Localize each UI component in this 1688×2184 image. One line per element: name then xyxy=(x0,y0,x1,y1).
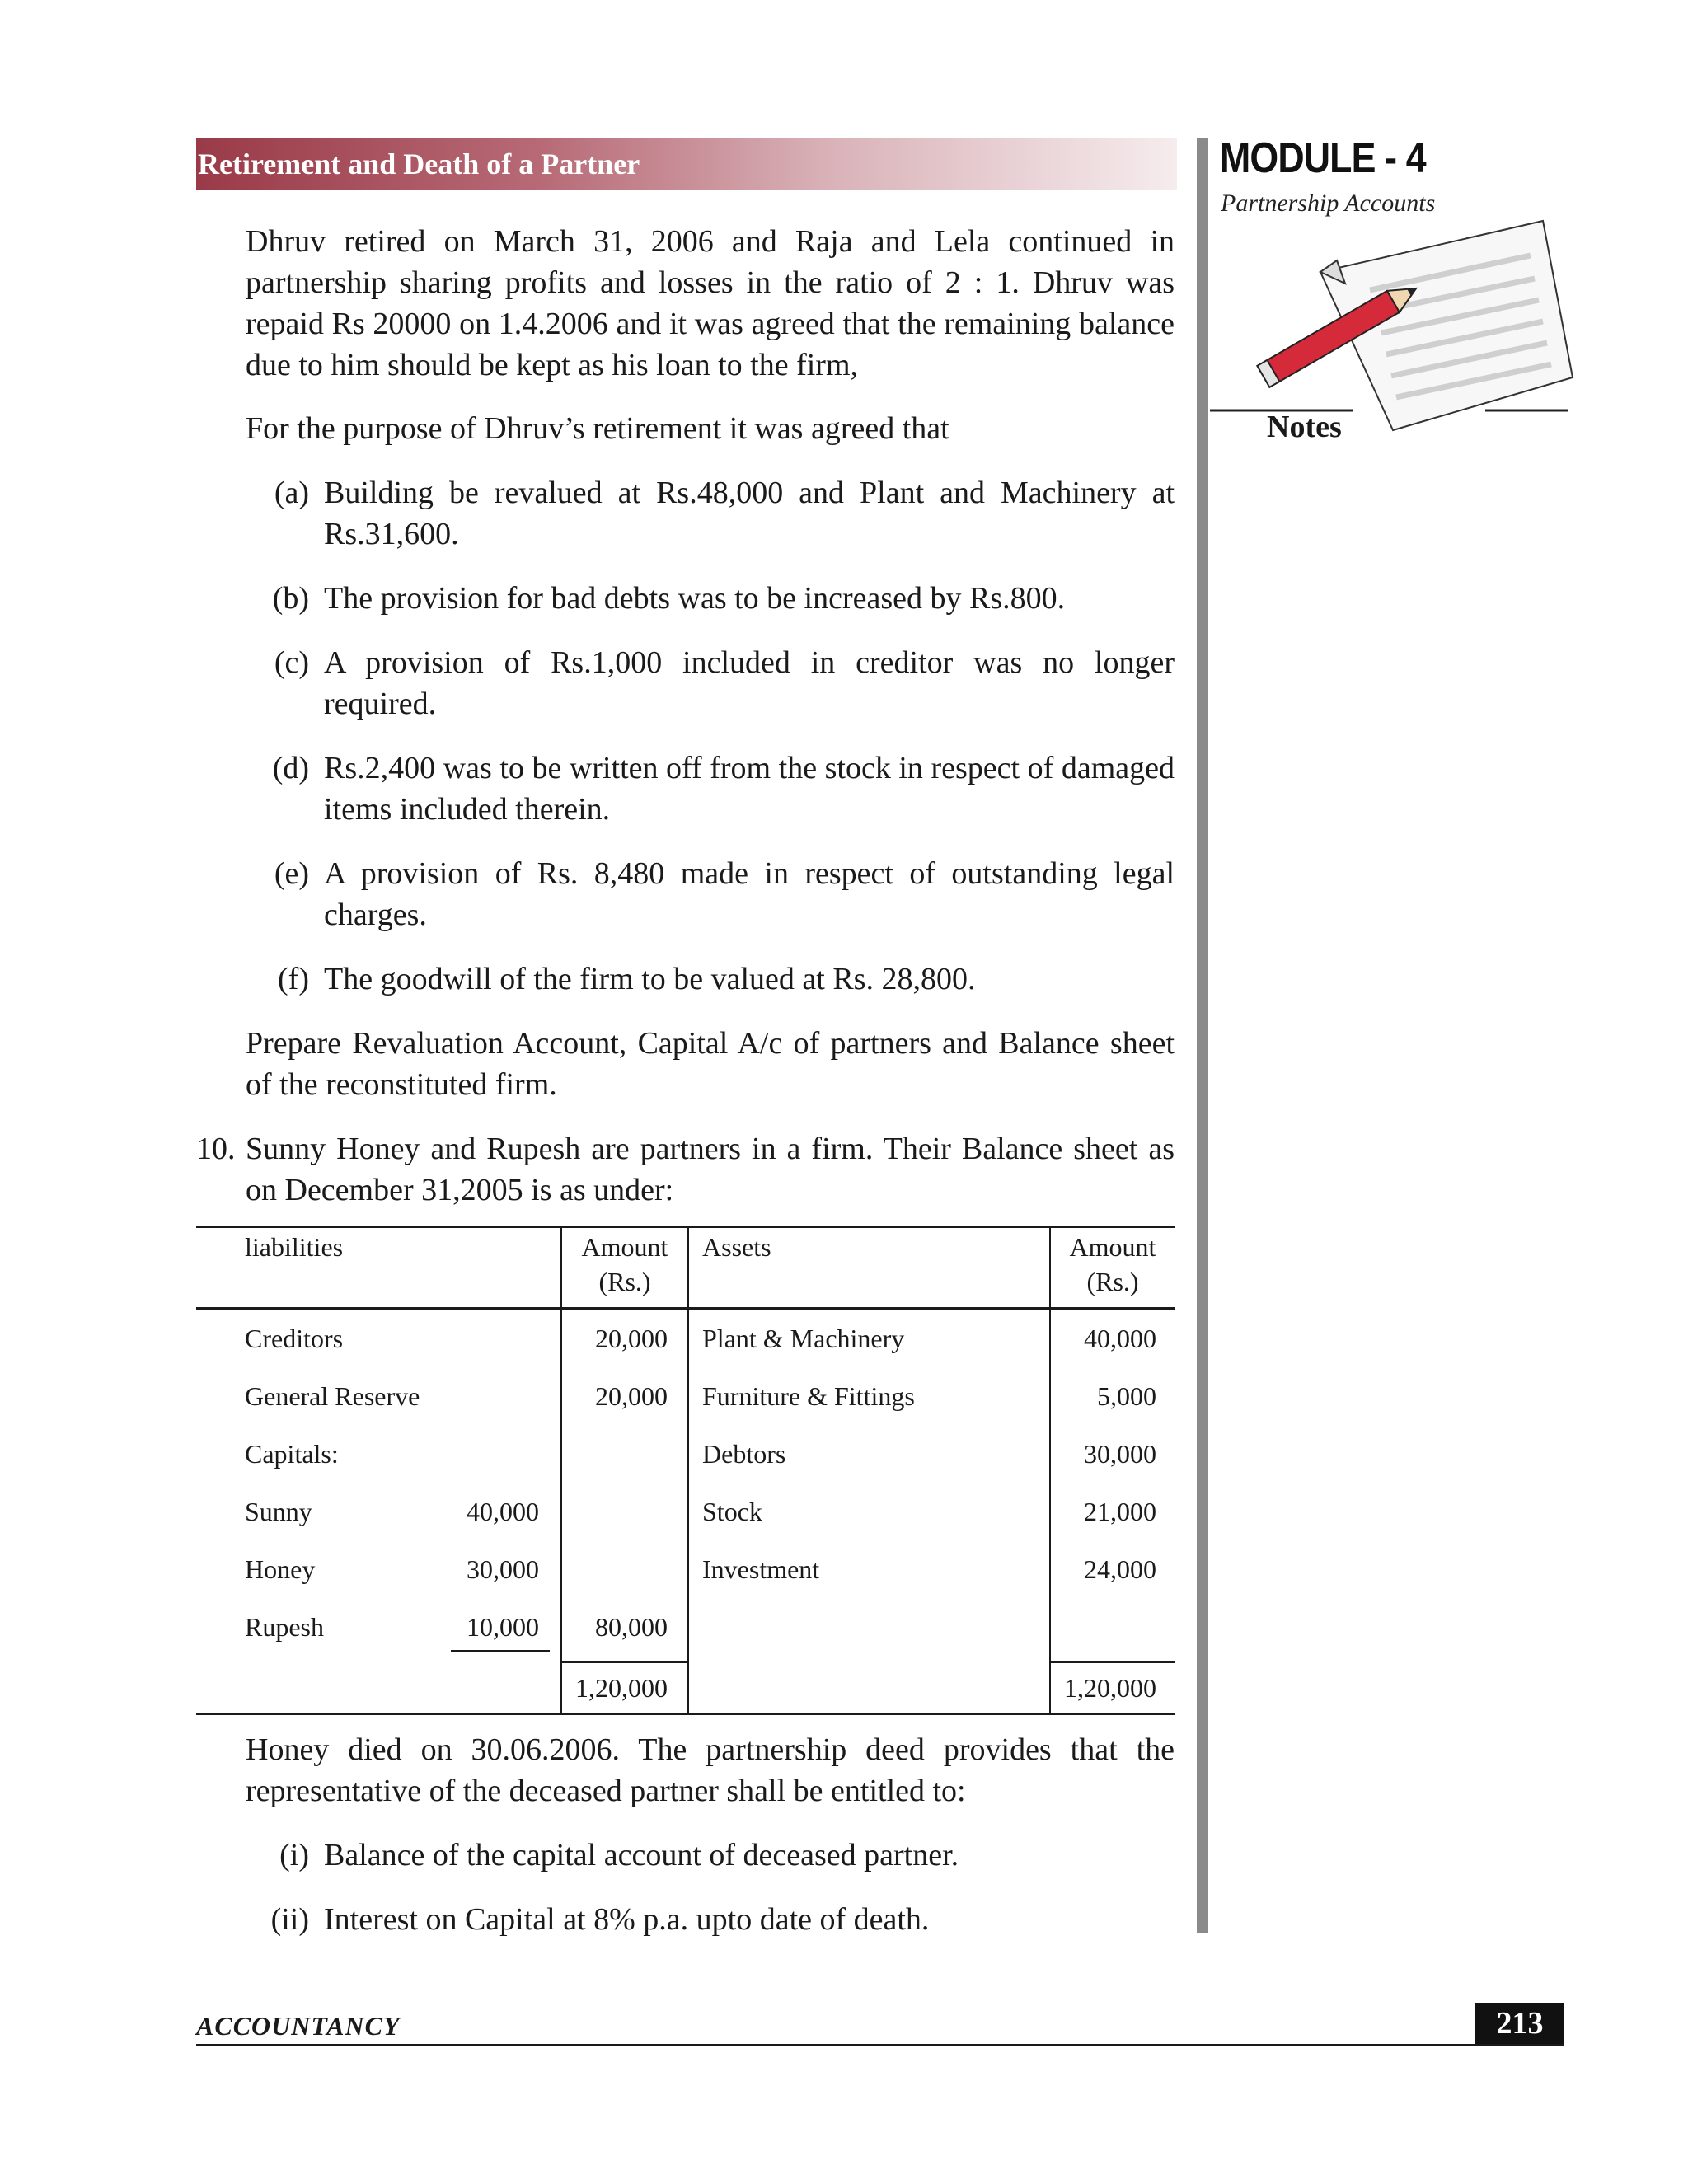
asset-amount: 21,000 xyxy=(1084,1497,1156,1526)
total-assets: 1,20,000 xyxy=(1064,1673,1156,1703)
item-text: Rs.2,400 was to be written off from the stock in respect of damaged items included therein. xyxy=(324,751,1175,827)
asset-amount: 40,000 xyxy=(1084,1324,1156,1353)
item-marker: (a) xyxy=(274,476,309,510)
table-bottom-rule xyxy=(196,1713,1175,1715)
page-number: 213 xyxy=(1475,2003,1564,2044)
asset-name: Debtors xyxy=(702,1439,786,1469)
table-top-rule xyxy=(196,1226,1175,1228)
header-amount: Amount xyxy=(1069,1232,1156,1262)
asset-amount: 30,000 xyxy=(1084,1439,1156,1469)
liability-name: Creditors xyxy=(245,1324,344,1353)
header-assets: Assets xyxy=(702,1232,771,1262)
purpose-line: For the purpose of Dhruv’s retirement it was agreed that xyxy=(246,411,950,446)
table-col-divider xyxy=(687,1226,689,1714)
module-title: MODULE - 4 xyxy=(1220,134,1426,182)
liability-amount: 20,000 xyxy=(595,1324,668,1353)
liability-name: Honey xyxy=(245,1554,316,1584)
notes-label: Notes xyxy=(1267,410,1342,444)
item-marker: (i) xyxy=(279,1838,309,1872)
item-text: A provision of Rs. 8,480 made in respect of outstanding legal charges. xyxy=(324,856,1175,932)
item-text: Interest on Capital at 8% p.a. upto date of death. xyxy=(324,1902,930,1937)
notes-pencil-icon xyxy=(1205,214,1576,445)
liability-name: Sunny xyxy=(245,1497,312,1526)
item-marker: (b) xyxy=(272,581,309,616)
item-marker: (e) xyxy=(274,856,309,891)
capital-amount: 10,000 xyxy=(467,1612,539,1642)
capital-subtotal-rule xyxy=(451,1650,550,1652)
total-liabilities: 1,20,000 xyxy=(575,1673,668,1703)
asset-amount: 24,000 xyxy=(1084,1554,1156,1584)
item-marker: (ii) xyxy=(270,1902,309,1937)
item-text: The goodwill of the firm to be valued at Rs. 28,800. xyxy=(324,962,976,996)
capital-amount: 30,000 xyxy=(467,1554,539,1584)
item-text: A provision of Rs.1,000 included in creditor was no longer required. xyxy=(324,645,1175,721)
prepare-paragraph: Prepare Revaluation Account, Capital A/c of partners and Balance sheet of the reconstituted firm. xyxy=(246,1026,1175,1102)
header-liabilities: liabilities xyxy=(245,1232,344,1262)
intro-paragraph: Dhruv retired on March 31, 2006 and Raja and Lela continued in partnership sharing profits and losses in the ratio of 2 : 1. Dhruv was repaid Rs 20000 on 1.4.2006 and it was agreed that the remaining balance due to him should be kept as his loan to the firm, xyxy=(246,224,1175,382)
header-amount-unit: (Rs.) xyxy=(598,1267,651,1296)
item-text: Balance of the capital account of deceased partner. xyxy=(324,1838,959,1872)
total-rule xyxy=(1051,1661,1175,1663)
question-number: 10. xyxy=(196,1132,236,1166)
footer-rule xyxy=(196,2044,1564,2046)
asset-name: Investment xyxy=(702,1554,820,1584)
module-subtitle: Partnership Accounts xyxy=(1221,190,1436,217)
item-marker: (f) xyxy=(278,962,309,996)
liability-amount: 80,000 xyxy=(595,1612,668,1642)
item-marker: (d) xyxy=(272,751,309,785)
liability-name: Capitals: xyxy=(245,1439,339,1469)
liability-amount: 20,000 xyxy=(595,1381,668,1411)
liability-name: General Reserve xyxy=(245,1381,420,1411)
item-text: Building be revalued at Rs.48,000 and Plant and Machinery at Rs.31,600. xyxy=(324,476,1175,551)
item-text: The provision for bad debts was to be increased by Rs.800. xyxy=(324,581,1066,616)
liability-name: Rupesh xyxy=(245,1612,324,1642)
chapter-title: Retirement and Death of a Partner xyxy=(198,148,640,180)
header-amount-unit: (Rs.) xyxy=(1086,1267,1139,1296)
question-text: Sunny Honey and Rupesh are partners in a firm. Their Balance sheet as on December 31,2005 is as under: xyxy=(246,1132,1175,1207)
table-header-rule xyxy=(196,1307,1175,1310)
after-table-paragraph: Honey died on 30.06.2006. The partnership deed provides that the representative of the deceased partner shall be entitled to: xyxy=(246,1732,1175,1808)
footer-subject: ACCOUNTANCY xyxy=(196,2011,401,2041)
asset-name: Furniture & Fittings xyxy=(702,1381,915,1411)
header-amount: Amount xyxy=(581,1232,668,1262)
asset-name: Stock xyxy=(702,1497,762,1526)
asset-name: Plant & Machinery xyxy=(702,1324,905,1353)
asset-amount: 5,000 xyxy=(1097,1381,1156,1411)
total-rule xyxy=(562,1661,687,1663)
item-marker: (c) xyxy=(274,645,309,680)
capital-amount: 40,000 xyxy=(467,1497,539,1526)
